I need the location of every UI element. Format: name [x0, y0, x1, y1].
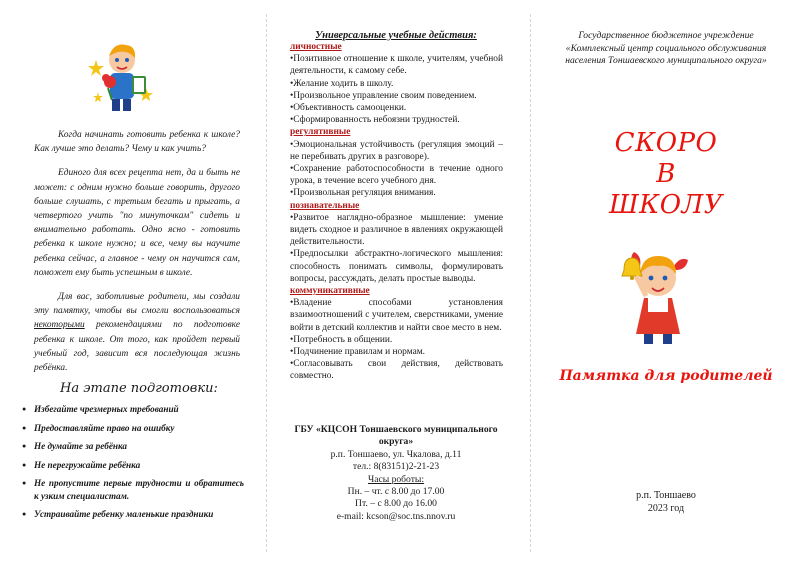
- tip-item: ● Предоставляйте право на ошибку: [22, 422, 244, 435]
- action-item: •Сохранение работоспособности в течение одного урока, в течение всего учебного дня.: [290, 164, 503, 187]
- fold-line: [266, 14, 267, 552]
- action-item: •Позитивное отношение к школе, учителям, учебной деятельности, к самому себе.: [290, 54, 503, 77]
- organization-email: e-mail: kcson@soc.tns.nnov.ru: [336, 510, 456, 522]
- learning-actions-list: [290, 41, 503, 383]
- action-item: •Подчинение правилам и нормам.: [290, 347, 426, 358]
- girl-with-bell-illustration: [618, 248, 698, 348]
- category-heading: личностные: [290, 42, 342, 52]
- action-item: •Развитое наглядно-образное мышление: умение видеть сходное и различное в явлениях окружающей действительности.: [290, 212, 503, 248]
- tips-list: [22, 403, 244, 527]
- intro-text: [34, 128, 240, 385]
- tip-item: ● Не пропустите первые трудности и обратитесь к узким специалистам.: [22, 477, 244, 502]
- intro-text-part: рекомендациями по подготовке ребенка к школе. От того, как пройдет первый учебный год, зависит вся последующая жизнь ребёнка.: [34, 320, 240, 374]
- organization-address: р.п. Тоншаево, ул. Чкалова, д.11: [330, 448, 462, 460]
- learning-actions-title: Универсальные учебные действия:: [315, 30, 477, 41]
- intro-paragraph: [34, 290, 240, 375]
- intro-underlined-word: некоторыми: [34, 320, 85, 331]
- institution-name: [532, 30, 800, 68]
- publication-info: [532, 489, 800, 515]
- action-item: •Владение способами установления взаимоотношений с учителем, сверстниками, умение войти в детский коллектив и найти свое место в нем.: [290, 298, 503, 333]
- category-heading: регулятивные: [290, 127, 351, 138]
- institution-line: Государственное бюджетное учреждение: [578, 30, 754, 41]
- right-panel: [532, 0, 800, 566]
- fold-line: [530, 14, 531, 552]
- institution-line: «Комплексный центр социального обслуживания: [565, 42, 767, 54]
- action-item: •Согласовывать свои действия, действовать совместно.: [290, 359, 503, 382]
- action-item: •Эмоциональная устойчивость (регуляция эмоций – не перебивать других в разговоре).: [290, 139, 503, 162]
- action-item: •Объективность самооценки.: [290, 103, 407, 114]
- publication-place: р.п. Тоншаево: [636, 490, 696, 501]
- organization-contacts: [268, 424, 524, 523]
- institution-line: населения Тоншаевского муниципального округа»: [565, 55, 767, 67]
- category-heading: познавательные: [290, 200, 360, 211]
- organization-phone: тел.: 8(83151)2-21-23: [352, 461, 440, 473]
- working-hours: Пн. – чт. с 8.00 до 17.00: [347, 486, 445, 498]
- working-hours: Пт. – с 8.00 до 16.00: [355, 498, 437, 510]
- title-line: В: [656, 159, 676, 189]
- left-panel: [0, 0, 264, 566]
- action-item: •Произвольная регуляция внимания.: [290, 188, 436, 199]
- schoolboy-illustration: [88, 40, 158, 115]
- stage-title: На этапе подготовки:: [60, 381, 218, 396]
- intro-paragraph: Когда начинать готовить ребенка к школе? Как лучше это делать? Чему и как учить?: [34, 130, 240, 155]
- working-hours-title: Часы роботы:: [367, 473, 425, 485]
- memo-subtitle: Памятка для родителей: [559, 368, 773, 384]
- organization-name: округа»: [378, 436, 414, 448]
- brochure-title: [532, 128, 800, 221]
- tip-item: ● Не перегружайте ребёнка: [22, 459, 244, 472]
- tip-item: ● Не думайте за ребёнка: [22, 440, 244, 453]
- action-item: •Предпосылки абстрактно-логического мышления: способность понимать символы, формулировать вопросы, рассуждать, делать простые выводы.: [290, 249, 503, 284]
- tip-item: ● Устраивайте ребенку маленькие праздники: [22, 508, 244, 521]
- middle-panel: [268, 0, 524, 566]
- intro-text-part: Для вас, заботливые родители, мы создали эту памятку, чтобы вы смогли воспользоваться: [34, 292, 240, 317]
- title-line: СКОРО: [614, 128, 718, 158]
- action-item: •Сформированность небоязни трудностей.: [290, 115, 460, 126]
- action-item: •Потребность в общении.: [290, 334, 393, 345]
- publication-year: 2023 год: [647, 503, 685, 514]
- action-item: •Произвольное управление своим поведением.: [290, 90, 477, 101]
- action-item: •Желание ходить в школу.: [290, 78, 394, 89]
- organization-name: ГБУ «КЦСОН Тоншаевского муниципального: [294, 424, 498, 435]
- tip-item: ● Избегайте чрезмерных требований: [22, 403, 244, 416]
- title-line: ШКОЛУ: [608, 190, 724, 220]
- intro-paragraph: Единого для всех рецепта нет, да и быть не может: с одним нужно больше говорить, другого больше слушать, с третьим бегать и прыгать, а четвертого учить "по минуточкам" сидеть и внимательно работать. Одно ясно - готовить ребенка к школе нужно; и все, чему вы научите ребенка сейчас, а главное - чему он научится сам, поможет ему быть успешным в школе.: [34, 168, 240, 278]
- category-heading: коммуникативные: [290, 286, 370, 297]
